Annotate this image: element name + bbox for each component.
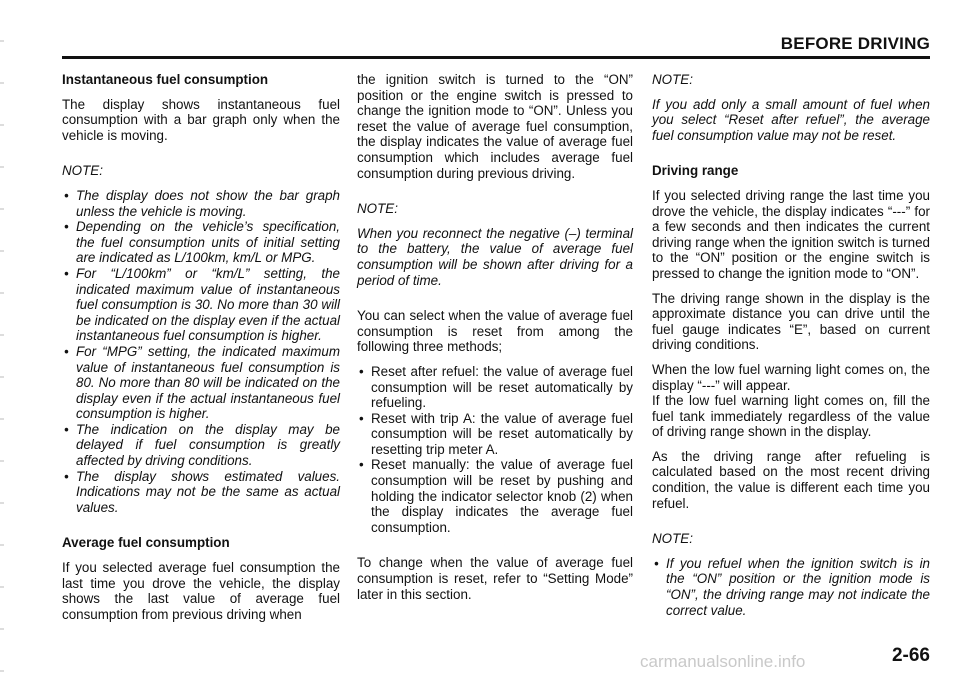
- para-range-4: As the driving range after refueling is calculated based on the most recent driving condition, the value is different each time you refuel.: [652, 448, 930, 511]
- note-item: • The display shows estimated values. Indications may not be the same as actual values.: [62, 469, 340, 516]
- para-instantaneous: The display shows instantaneous fuel consumption with a bar graph only when the vehicle is moving.: [62, 96, 340, 143]
- column-middle: [357, 72, 633, 611]
- note-item: • If you refuel when the ignition switch is in the “ON” position or the ignition mode is “ON”, the driving range may not indicate the correct value.: [652, 556, 930, 618]
- note-list: [62, 188, 340, 515]
- column-right: [652, 72, 930, 627]
- reset-method-item: • Reset with trip A: the value of average fuel consumption will be reset automatically by resetting trip meter A.: [357, 411, 633, 458]
- note-label: NOTE:: [652, 531, 693, 547]
- heading-average: Average fuel consumption: [62, 535, 230, 551]
- note-item: • For “MPG” setting, the indicated maximum value of instantaneous fuel consumption is 80. No more than 80 will be indicated on the display even if the actual instantaneous fuel consumption is higher.: [62, 344, 340, 422]
- para-range-2: The driving range shown in the display is the approximate distance you can drive until the fuel gauge indicates “E”, based on current driving conditions.: [652, 290, 930, 353]
- reset-method-item: • Reset manually: the value of average fuel consumption will be reset by pushing and holding the indicator selector knob (2) when the display indicates the average fuel consumption.: [357, 457, 633, 535]
- note-label: NOTE:: [62, 163, 103, 179]
- reset-method-item: • Reset after refuel: the value of average fuel consumption will be reset automatically by refueling.: [357, 364, 633, 411]
- note-item: • For “L/100km” or “km/L” setting, the indicated maximum value of instantaneous fuel consumption is 30. No more than 30 will be indicated on the display even if the actual instantaneous fuel consumption is higher.: [62, 266, 340, 344]
- header-rule: [62, 56, 930, 59]
- note-list: [652, 556, 930, 618]
- para-range-1: If you selected driving range the last time you drove the vehicle, the display indicates “---” for a few seconds and then indicates the current driving range when the ignition switch is turned to the “ON” position or the engine switch is pressed to change the ignition mode to “ON”.: [652, 187, 930, 281]
- note-item: • Depending on the vehicle’s specification, the fuel consumption units of initial setting are indicated as L/100km, km/L or MPG.: [62, 219, 340, 266]
- note-reconnect: When you reconnect the negative (–) terminal to the battery, the value of average fuel consumption will be shown after driving for a period of time.: [357, 225, 633, 288]
- section-title: BEFORE DRIVING: [780, 34, 930, 53]
- note-label: NOTE:: [357, 201, 398, 217]
- reset-method-list: [357, 364, 633, 536]
- para-reset-intro: You can select when the value of average fuel consumption is reset from among the following three methods;: [357, 308, 633, 355]
- para-range-3a: When the low fuel warning light comes on, the display “---” will appear.: [652, 361, 930, 393]
- column-left: [62, 72, 340, 631]
- note-item: • The display does not show the bar graph unless the vehicle is moving.: [62, 188, 340, 219]
- page-header: [62, 32, 930, 62]
- page-number: 2-66: [891, 645, 930, 666]
- para-change-reset: To change when the value of average fuel consumption is reset, refer to “Setting Mode” later in this section.: [357, 555, 633, 602]
- para-range-3b: If the low fuel warning light comes on, fill the fuel tank immediately regardless of the value of driving range shown in the display.: [652, 393, 930, 440]
- para-average-continued: the ignition switch is turned to the “ON” position or the engine switch is pressed to change the ignition mode to “ON”. Unless you reset the value of average fuel consumption, the display indicates the value of average fuel consumption which includes average fuel consumption during previous driving.: [357, 72, 633, 181]
- note-small-fuel: If you add only a small amount of fuel when you select “Reset after refuel”, the average fuel consumption value may not be reset.: [652, 96, 930, 143]
- watermark: carmanualsonline.info: [640, 652, 806, 671]
- note-label: NOTE:: [652, 72, 693, 87]
- heading-instantaneous: Instantaneous fuel consumption: [62, 72, 269, 87]
- para-average: If you selected average fuel consumption the last time you drove the vehicle, the display shows the last value of average fuel consumption from previous driving when: [62, 560, 340, 622]
- note-item: • The indication on the display may be delayed if fuel consumption is greatly affected by driving conditions.: [62, 422, 340, 469]
- page-edge-marks: [0, 0, 4, 682]
- heading-driving-range: Driving range: [652, 163, 739, 179]
